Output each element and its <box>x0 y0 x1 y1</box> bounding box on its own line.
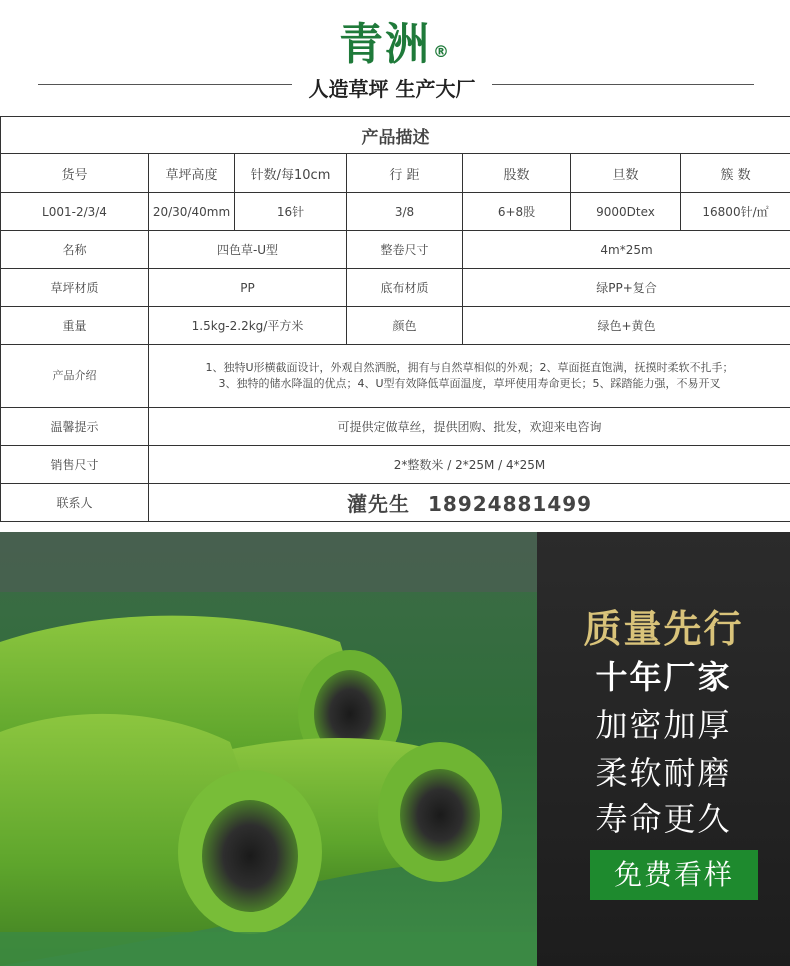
table-row <box>1 345 790 408</box>
backing-label: 底布材质 <box>347 269 463 307</box>
column-header: 行 距 <box>347 154 463 193</box>
brand-name: 青洲 <box>339 19 431 70</box>
weight-value: 1.5kg-2.2kg/平方米 <box>149 307 347 345</box>
promo-headline: 质量先行 <box>583 607 744 651</box>
column-header: 簇 数 <box>681 154 790 193</box>
promo-banner <box>0 532 790 966</box>
name-value: 四色草-U型 <box>149 231 347 269</box>
sale-size-label: 销售尺寸 <box>1 446 149 484</box>
grass-rolls-photo <box>0 532 537 966</box>
promo-line: 加密加厚 <box>595 706 732 744</box>
roll-size-label: 整卷尺寸 <box>347 231 463 269</box>
column-header: 旦数 <box>571 154 681 193</box>
table-cell: 20/30/40mm <box>149 193 235 231</box>
intro-line: 1、独特U形横截面设计，外观自然洒脱，拥有与自然草相似的外观；2、草面挺直饱满，抚摸时柔软不扎手； <box>205 361 734 374</box>
table-cell: L001-2/3/4 <box>1 193 149 231</box>
table-row <box>1 269 790 307</box>
tips-label: 温馨提示 <box>1 408 149 446</box>
material-label: 草坪材质 <box>1 269 149 307</box>
divider-right <box>492 84 754 85</box>
table-cell: 3/8 <box>347 193 463 231</box>
contact-name: 灌先生 <box>346 492 410 516</box>
spec-table <box>0 116 790 522</box>
slogan: 人造草坪 生产大厂 <box>292 73 492 102</box>
promo-line: 柔软耐磨 <box>595 754 732 792</box>
promo-line: 寿命更久 <box>595 800 732 838</box>
table-cell: 6+8股 <box>463 193 571 231</box>
table-row <box>1 231 790 269</box>
divider-left <box>38 84 292 85</box>
contact-label: 联系人 <box>1 484 149 522</box>
contact-value <box>149 484 790 522</box>
promo-line: 十年厂家 <box>595 658 732 696</box>
intro-label: 产品介绍 <box>1 345 149 408</box>
table-cell: 9000Dtex <box>571 193 681 231</box>
color-value: 绿色+黄色 <box>463 307 790 345</box>
header <box>0 0 790 116</box>
brand-logo <box>0 8 790 72</box>
table-cell: 16800针/㎡ <box>681 193 790 231</box>
table-title: 产品描述 <box>1 117 790 154</box>
table-cell: 16针 <box>235 193 347 231</box>
roll-size-value: 4m*25m <box>463 231 790 269</box>
table-row <box>1 307 790 345</box>
material-value: PP <box>149 269 347 307</box>
column-header: 针数/每10cm <box>235 154 347 193</box>
table-header-row <box>1 154 790 193</box>
weight-label: 重量 <box>1 307 149 345</box>
color-label: 颜色 <box>347 307 463 345</box>
table-row <box>1 484 790 522</box>
column-header: 草坪高度 <box>149 154 235 193</box>
table-row <box>1 446 790 484</box>
intro-value <box>149 345 790 408</box>
column-header: 货号 <box>1 154 149 193</box>
name-label: 名称 <box>1 231 149 269</box>
promo-panel <box>537 532 790 966</box>
sale-size-value: 2*整数米 / 2*25M / 4*25M <box>149 446 790 484</box>
backing-value: 绿PP+复合 <box>463 269 790 307</box>
intro-line: 3、独特的储水降温的优点；4、U型有效降低草面温度，草坪使用寿命更长；5、踩踏能力强，不易开叉 <box>218 377 721 390</box>
registered-mark: ® <box>433 42 451 61</box>
column-header: 股数 <box>463 154 571 193</box>
table-row <box>1 408 790 446</box>
contact-phone[interactable]: 18924881499 <box>427 492 593 516</box>
free-sample-button[interactable]: 免费看样 <box>590 850 758 900</box>
table-row <box>1 193 790 231</box>
tips-value: 可提供定做草丝，提供团购、批发，欢迎来电咨询 <box>149 408 790 446</box>
